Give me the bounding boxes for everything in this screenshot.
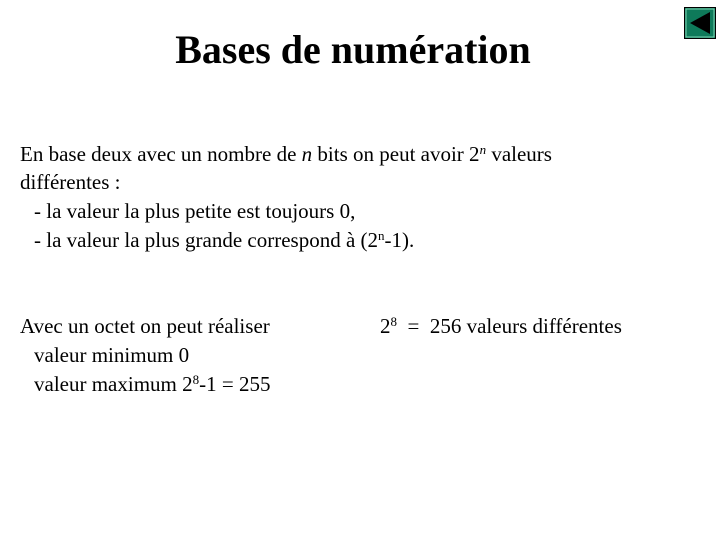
octet-line-1: Avec un octet on peut réaliser xyxy=(20,314,270,338)
intro-text-b: bits on peut avoir 2 xyxy=(312,142,480,166)
octet-max-line xyxy=(34,370,270,398)
intro-text-c: valeurs xyxy=(486,142,552,166)
octet-result xyxy=(380,312,622,340)
result-text: = 256 valeurs différentes xyxy=(397,314,622,338)
max-value-bullet xyxy=(34,226,414,254)
exponent-8: 8 xyxy=(192,372,200,387)
exponent-n: n xyxy=(378,228,385,243)
octet-max-text-a: valeur maximum 2 xyxy=(34,372,193,396)
result-base: 2 xyxy=(380,314,391,338)
exponent-n: n xyxy=(479,142,487,157)
page-title: Bases de numération xyxy=(175,27,531,72)
intro-line-1 xyxy=(20,140,552,168)
min-value-bullet: - la valeur la plus petite est toujours 0, xyxy=(34,199,356,223)
variable-n: n xyxy=(301,142,313,166)
back-button[interactable] xyxy=(684,7,716,39)
octet-min-line: valeur minimum 0 xyxy=(34,343,190,367)
max-text-b: -1). xyxy=(384,228,415,252)
octet-max-text-b: -1 = 255 xyxy=(199,372,271,396)
max-text-a: - la valeur la plus grande correspond à (2 xyxy=(34,228,379,252)
back-triangle-icon xyxy=(684,7,716,39)
result-exponent: 8 xyxy=(390,314,397,329)
intro-text-a: En base deux avec un nombre de xyxy=(20,142,302,166)
intro-line-2: différentes : xyxy=(20,170,121,194)
